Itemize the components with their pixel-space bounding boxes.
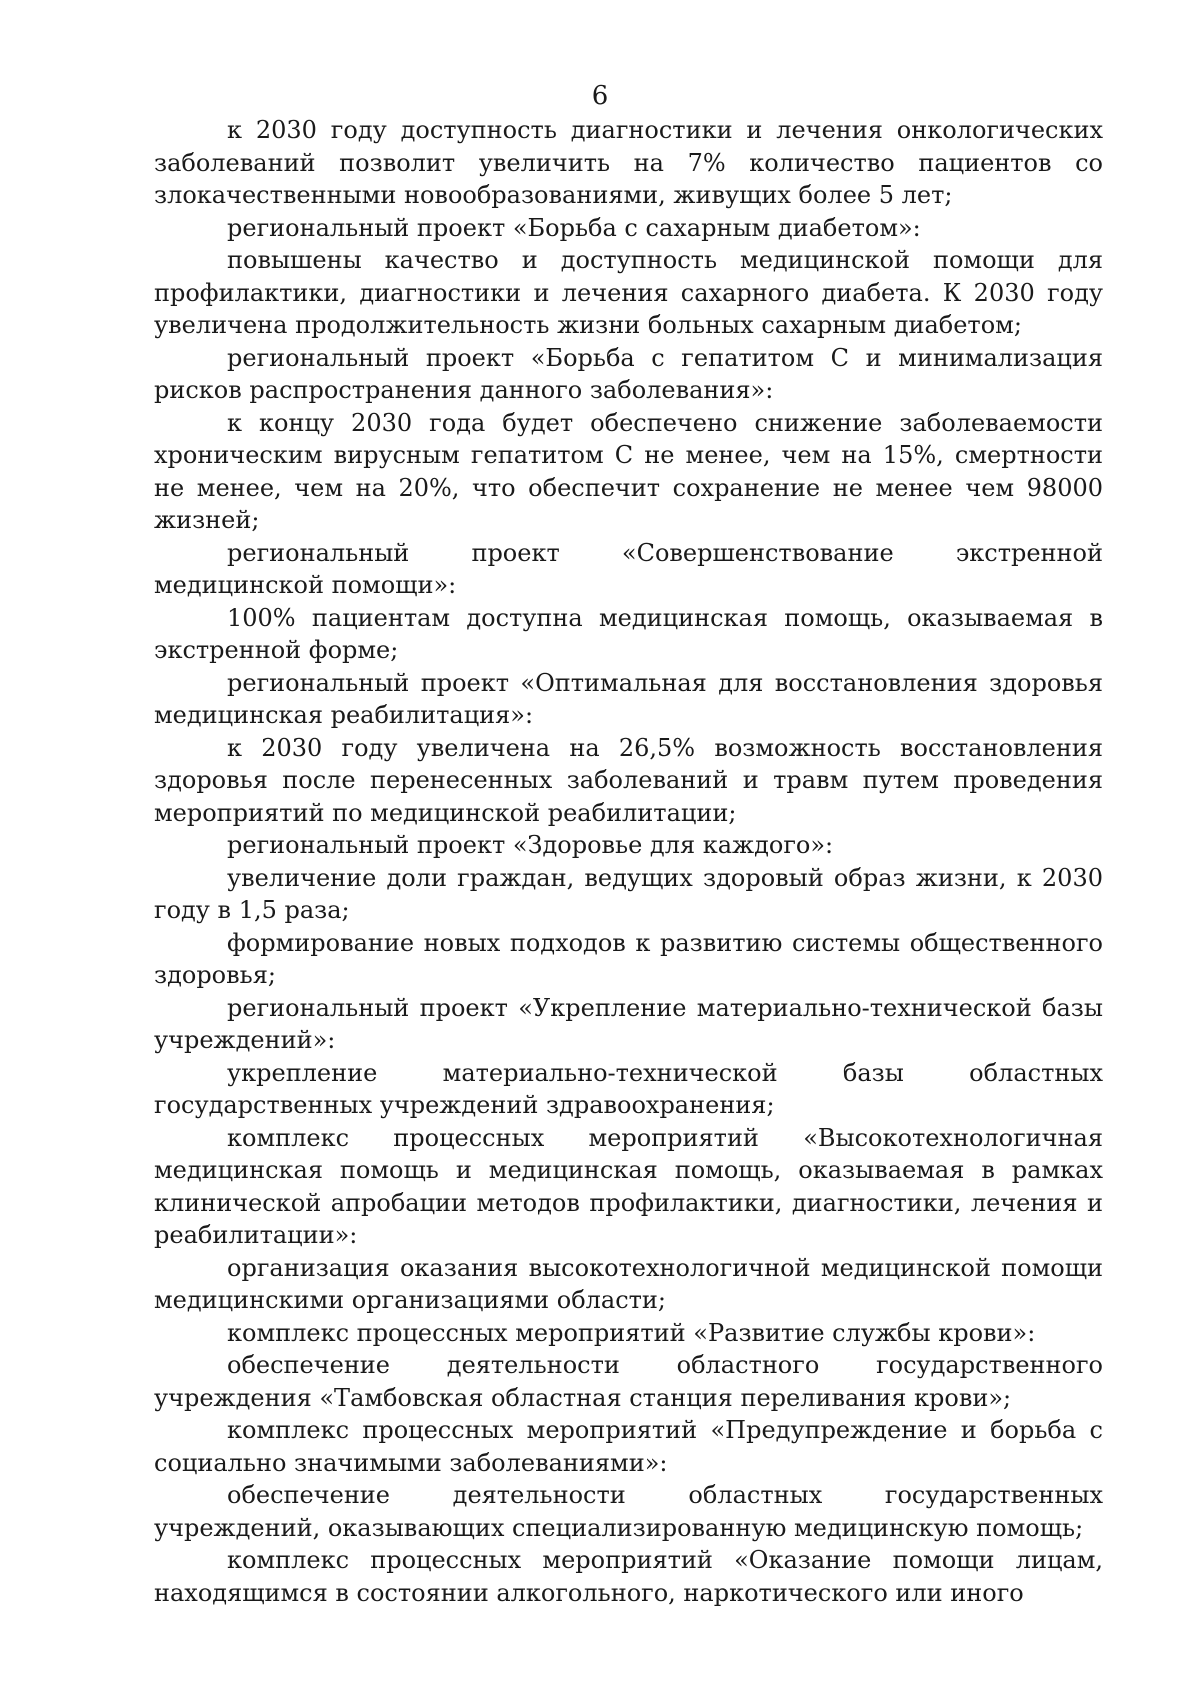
paragraph: региональный проект «Оптимальная для восстановления здоровья медицинская реабилитация»: [154, 668, 1103, 729]
paragraph: организация оказания высокотехнологичной медицинской помощи медицинскими организациями области; [154, 1253, 1103, 1314]
paragraph: увеличение доли граждан, ведущих здоровый образ жизни, к 2030 году в 1,5 раза; [154, 863, 1103, 924]
paragraph: региональный проект «Борьба с сахарным диабетом»: [227, 213, 921, 242]
paragraph: региональный проект «Совершенствование экстренной медицинской помощи»: [154, 538, 1103, 599]
paragraph: 100% пациентам доступна медицинская помощь, оказываемая в экстренной форме; [154, 603, 1103, 664]
paragraph: региональный проект «Здоровье для каждого»: [227, 831, 834, 859]
paragraph: формирование новых подходов к развитию системы общественного здоровья; [154, 928, 1103, 989]
document-body [154, 114, 1103, 1609]
paragraph: к концу 2030 года будет обеспечено снижение заболеваемости хроническим вирусным гепатитом С не менее, чем на 15%, смертности не менее, чем на 20%, что обеспечит сохранение не менее чем 98000 жизней; [154, 408, 1103, 534]
paragraph: к 2030 году увеличена на 26,5% возможность восстановления здоровья после перенесенных заболеваний и травм путем проведения мероприятий по медицинской реабилитации; [154, 733, 1103, 827]
paragraph: к 2030 году доступность диагностики и лечения онкологических заболеваний позволит увеличить на 7% количество пациентов со злокачественными новообразованиями, живущих более 5 лет; [154, 116, 1103, 209]
paragraph: повышены качество и доступность медицинской помощи для профилактики, диагностики и лечения сахарного диабета. К 2030 году увеличена продолжительность жизни больных сахарным диабетом; [154, 246, 1103, 339]
paragraph: обеспечение деятельности областного государственного учреждения «Тамбовская областная станция переливания крови»; [154, 1351, 1103, 1412]
page-number: 6 [591, 81, 609, 111]
paragraph: комплекс процессных мероприятий «Развитие службы крови»: [227, 1318, 1036, 1347]
paragraph: комплекс процессных мероприятий «Предупреждение и борьба с социально значимыми заболеваниями»: [154, 1416, 1103, 1477]
paragraph: региональный проект «Укрепление материально-технической базы учреждений»: [154, 993, 1103, 1054]
paragraph: обеспечение деятельности областных государственных учреждений, оказывающих специализированную медицинскую помощь; [154, 1481, 1103, 1542]
paragraph: региональный проект «Борьба с гепатитом С и минимализация рисков распространения данного заболевания»: [154, 343, 1103, 404]
paragraph: укрепление материально-технической базы областных государственных учреждений здравоохранения; [154, 1058, 1103, 1119]
paragraph: комплекс процессных мероприятий «Оказание помощи лицам, находящимся в состоянии алкогольного, наркотического или иного [154, 1546, 1103, 1607]
paragraph: комплекс процессных мероприятий «Высокотехнологичная медицинская помощь и медицинская помощь, оказываемая в рамках клинической апробации методов профилактики, диагностики, лечения и реабилитации»: [154, 1123, 1103, 1249]
